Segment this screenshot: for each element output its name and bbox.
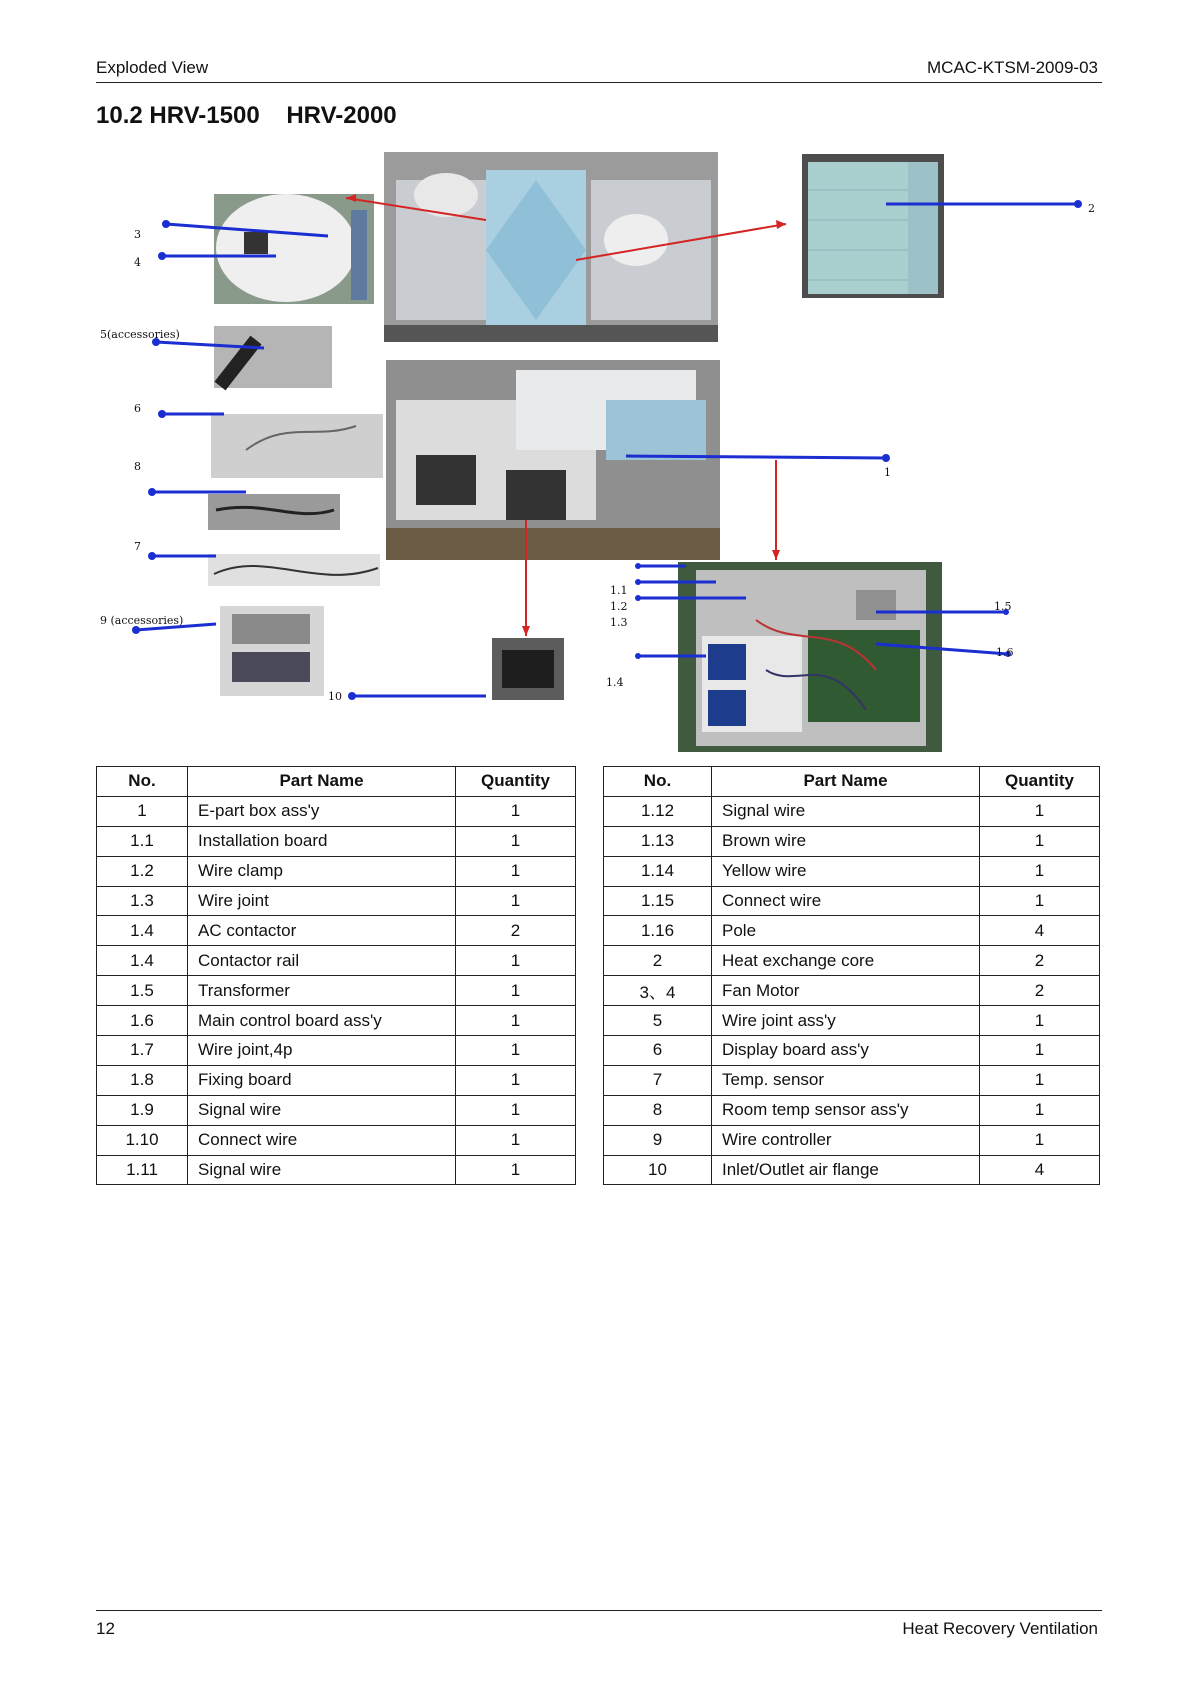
part-name: E-part box ass'y [188,796,456,826]
part-no: 9 [604,1125,712,1155]
callout-1-4: 1.4 [606,676,624,689]
part-no: 6 [604,1036,712,1066]
part-name: AC contactor [188,916,456,946]
part-quantity: 4 [980,1155,1100,1185]
table-row [604,1036,1100,1066]
part-name: Connect wire [188,1125,456,1155]
part-quantity: 1 [456,1155,576,1185]
part-no: 1.6 [97,1006,188,1036]
part-name: Temp. sensor [712,1065,980,1095]
part-no: 1.10 [97,1125,188,1155]
part-quantity: 1 [980,1036,1100,1066]
part-quantity: 1 [456,1095,576,1125]
part-no: 3、4 [604,976,712,1006]
part-quantity: 1 [456,1065,576,1095]
callout-4: 4 [134,256,141,269]
column-header-quantity: Quantity [980,767,1100,797]
part-name: Fan Motor [712,976,980,1006]
part-name: Signal wire [712,796,980,826]
table-row [604,946,1100,976]
table-row [97,796,576,826]
callout-1-3: 1.3 [610,616,628,629]
part-name: Wire controller [712,1125,980,1155]
part-name: Yellow wire [712,856,980,886]
part-no: 10 [604,1155,712,1185]
part-no: 1.9 [97,1095,188,1125]
part-no: 1.1 [97,826,188,856]
part-quantity: 1 [980,1125,1100,1155]
fan-motor-photo [214,194,374,304]
part-quantity: 1 [456,826,576,856]
part-quantity: 4 [980,916,1100,946]
part-quantity: 1 [980,796,1100,826]
page-number: 12 [96,1619,115,1638]
column-header-part-name: Part Name [712,767,980,797]
part-quantity: 1 [456,1036,576,1066]
part-quantity: 2 [980,946,1100,976]
part-no: 1.7 [97,1036,188,1066]
part-no: 1.12 [604,796,712,826]
part-quantity: 1 [456,856,576,886]
part-quantity: 1 [980,1006,1100,1036]
column-header-no: No. [604,767,712,797]
table-row [604,1095,1100,1125]
table-row [604,1125,1100,1155]
section-title: 10.2 HRV-1500 HRV-2000 [96,102,397,129]
exploded-view-illustration [96,150,1102,756]
callout-1-5: 1.5 [994,600,1012,613]
table-row [604,826,1100,856]
callout-2: 2 [1088,202,1095,215]
callout-3: 3 [134,228,141,241]
heat-exchange-core-photo [802,154,944,298]
part-quantity: 2 [980,976,1100,1006]
table-row [604,976,1100,1006]
parts-table-right [603,766,1100,1185]
table-row [604,916,1100,946]
part-quantity: 1 [456,1006,576,1036]
display-board-photo [211,414,383,478]
table-row [604,796,1100,826]
callout-10: 10 [328,690,342,703]
part-quantity: 1 [456,1125,576,1155]
table-row [604,1155,1100,1185]
table-row [97,946,576,976]
part-quantity: 1 [980,856,1100,886]
table-row [604,856,1100,886]
part-no: 1.4 [97,946,188,976]
part-no: 1.3 [97,886,188,916]
part-no: 1.11 [97,1155,188,1185]
part-no: 1.4 [97,916,188,946]
callout-1: 1 [884,466,891,479]
table-row [97,886,576,916]
part-quantity: 1 [980,1095,1100,1125]
part-no: 1.5 [97,976,188,1006]
part-quantity: 1 [456,796,576,826]
part-no: 1.13 [604,826,712,856]
table-row [604,1065,1100,1095]
table-row [97,1036,576,1066]
part-no: 8 [604,1095,712,1125]
part-quantity: 1 [456,946,576,976]
part-no: 7 [604,1065,712,1095]
column-header-no: No. [97,767,188,797]
part-name: Fixing board [188,1065,456,1095]
part-no: 2 [604,946,712,976]
column-header-quantity: Quantity [456,767,576,797]
part-no: 1.8 [97,1065,188,1095]
table-row [604,1006,1100,1036]
header-section-name: Exploded View [96,58,209,77]
callout-9: 9 (accessories) [100,614,184,627]
header-doc-code: MCAC-KTSM-2009-03 [927,58,1098,77]
table-row [604,886,1100,916]
table-row [97,856,576,886]
part-name: Signal wire [188,1095,456,1125]
part-name: Brown wire [712,826,980,856]
callout-1-1: 1.1 [610,584,628,597]
column-header-part-name: Part Name [188,767,456,797]
callout-5: 5(accessories) [100,328,180,341]
part-no: 5 [604,1006,712,1036]
part-name: Transformer [188,976,456,1006]
part-name: Connect wire [712,886,980,916]
footer-chapter-name: Heat Recovery Ventilation [902,1619,1098,1638]
callout-8: 8 [134,460,141,473]
callout-6: 6 [134,402,141,415]
epart-box-photo [678,562,942,752]
part-name: Heat exchange core [712,946,980,976]
part-no: 1.2 [97,856,188,886]
unit-open-photo [384,152,718,342]
part-name: Room temp sensor ass'y [712,1095,980,1125]
table-row [97,1155,576,1185]
part-name: Wire joint [188,886,456,916]
exploded-view-figure [96,150,1102,756]
part-no: 1.14 [604,856,712,886]
part-no: 1 [97,796,188,826]
part-name: Wire clamp [188,856,456,886]
table-row [97,976,576,1006]
page-header [96,56,1102,83]
parts-table-left [96,766,576,1185]
table-row [97,1006,576,1036]
part-name: Installation board [188,826,456,856]
part-quantity: 1 [980,826,1100,856]
part-name: Display board ass'y [712,1036,980,1066]
part-name: Contactor rail [188,946,456,976]
page-footer [96,1610,1102,1637]
part-quantity: 1 [456,886,576,916]
part-quantity: 2 [456,916,576,946]
unit-assembled-photo [386,360,720,560]
part-quantity: 1 [980,886,1100,916]
table-header-row [97,767,576,797]
table-row [97,826,576,856]
callout-7: 7 [134,540,141,553]
table-row [97,1065,576,1095]
part-name: Wire joint ass'y [712,1006,980,1036]
part-name: Inlet/Outlet air flange [712,1155,980,1185]
part-name: Signal wire [188,1155,456,1185]
part-name: Main control board ass'y [188,1006,456,1036]
part-no: 1.15 [604,886,712,916]
callout-1-2: 1.2 [610,600,628,613]
callout-1-6: 1.6 [996,646,1014,659]
table-row [97,916,576,946]
table-row [97,1095,576,1125]
part-name: Wire joint,4p [188,1036,456,1066]
part-quantity: 1 [456,976,576,1006]
table-header-row [604,767,1100,797]
table-row [97,1125,576,1155]
part-name: Pole [712,916,980,946]
part-quantity: 1 [980,1065,1100,1095]
part-no: 1.16 [604,916,712,946]
